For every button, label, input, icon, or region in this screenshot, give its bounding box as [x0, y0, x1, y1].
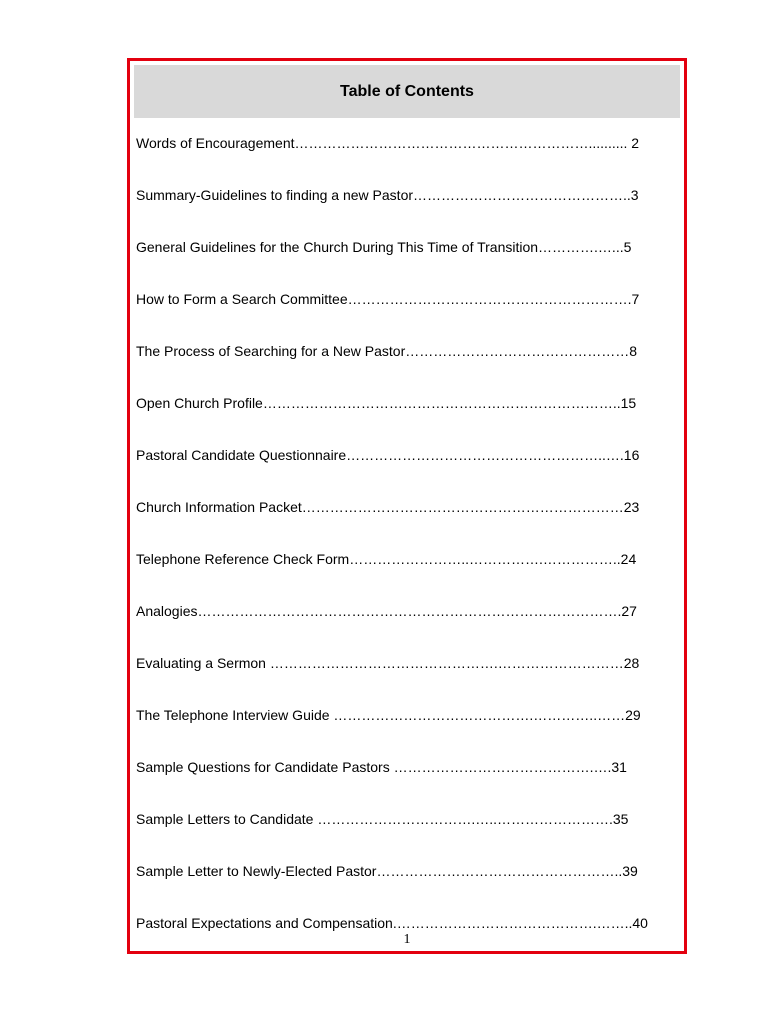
toc-frame — [127, 58, 687, 954]
toc-entry-summary-guidelines: Summary-Guidelines to finding a new Pastor………………………………………..3 — [136, 187, 639, 203]
toc-entry-general-guidelines: General Guidelines for the Church During This Time of Transition………….…...5 — [136, 239, 632, 255]
toc-header — [134, 65, 680, 118]
toc-entry-words-of-encouragement: Words of Encouragement……………………………………………………….......... 2 — [136, 135, 640, 151]
toc-entry-process-of-searching: The Process of Searching for a New Pastor…………………………………………8 — [136, 343, 638, 359]
page-number: 1 — [403, 932, 411, 947]
toc-entry-search-committee: How to Form a Search Committee…………………………………………………….7 — [136, 291, 640, 307]
toc-entry-expectations-compensation: Pastoral Expectations and Compensation.…………………………………….……..40 — [136, 915, 648, 931]
toc-entry-sample-questions: Sample Questions for Candidate Pastors …………………………………….….31 — [136, 759, 627, 775]
toc-entry-letter-to-elected-pastor: Sample Letter to Newly-Elected Pastor……………………………………………..39 — [136, 863, 638, 879]
toc-entry-candidate-questionnaire: Pastoral Candidate Questionnaire………………………………………………..….16 — [136, 447, 640, 463]
toc-entry-open-church-profile: Open Church Profile…………………………………………………………………..15 — [136, 395, 637, 411]
toc-entry-telephone-interview-guide: The Telephone Interview Guide …………………………………….…………..……29 — [136, 707, 641, 723]
toc-entry-analogies: Analogies……………………………………………………………………………….27 — [136, 603, 637, 619]
toc-entry-church-information-packet: Church Information Packet……………………………………………………………23 — [136, 499, 640, 515]
toc-title: Table of Contents — [340, 82, 474, 100]
toc-entry-sample-letters: Sample Letters to Candidate …………………………….…..…………………….35 — [136, 811, 629, 827]
toc-entry-reference-check-form: Telephone Reference Check Form……………………..…………….……………..24 — [136, 551, 637, 567]
toc-entry-evaluating-a-sermon: Evaluating a Sermon ………………………………………….………………………28 — [136, 655, 640, 671]
